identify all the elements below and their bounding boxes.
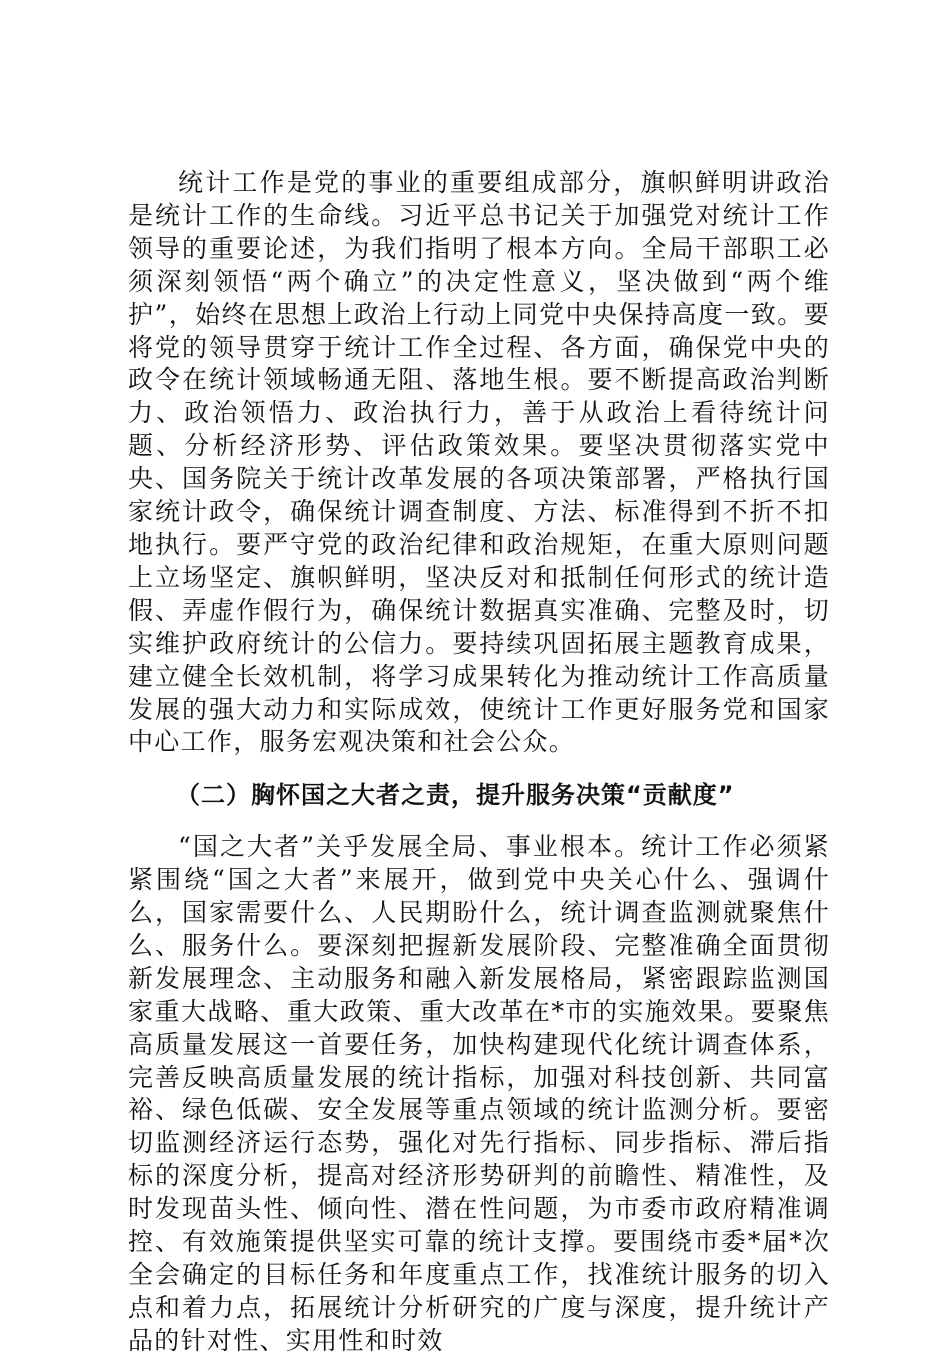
document-body (128, 167, 830, 1358)
body-paragraph-1: 统计工作是党的事业的重要组成部分，旗帜鲜明讲政治是统计工作的生命线。习近平总书记关于加强党对统计工作领导的重要论述，为我们指明了根本方向。全局干部职工必须深刻领悟“两个确立”的决定性意义，坚决做到“两个维护”，始终在思想上政治上行动上同党中央保持高度一致。要将党的领导贯穿于统计工作全过程、各方面，确保党中央的政令在统计领域畅通无阻、落地生根。要不断提高政治判断力、政治领悟力、政治执行力，善于从政治上看待统计问题、分析经济形势、评估政策效果。要坚决贯彻落实党中央、国务院关于统计改革发展的各项决策部署，严格执行国家统计政令，确保统计调查制度、方法、标准得到不折不扣地执行。要严守党的政治纪律和政治规矩，在重大原则问题上立场坚定、旗帜鲜明，坚决反对和抵制任何形式的统计造假、弄虚作假行为，确保统计数据真实准确、完整及时，切实维护政府统计的公信力。要持续巩固拓展主题教育成果，建立健全长效机制，将学习成果转化为推动统计工作高质量发展的强大动力和实际成效，使统计工作更好服务党和国家中心工作，服务宏观决策和社会公众。 (128, 168, 830, 757)
section-heading-2: （二）胸怀国之大者之责，提升服务决策“贡献度” (176, 781, 735, 810)
body-paragraph-2: “国之大者”关乎发展全局、事业根本。统计工作必须紧紧围绕“国之大者”来展开，做到党中央关心什么、强调什么，国家需要什么、人民期盼什么，统计调查监测就聚焦什么、服务什么。要深刻把握新发展阶段、完整准确全面贯彻新发展理念、主动服务和融入新发展格局，紧密跟踪监测国家重大战略、重大政策、重大改革在*市的实施效果。要聚焦高质量发展这一首要任务，加快构建现代化统计调查体系，完善反映高质量发展的统计指标，加强对科技创新、共同富裕、绿色低碳、安全发展等重点领域的统计监测分析。要密切监测经济运行态势，强化对先行指标、同步指标、滞后指标的深度分析，提高对经济形势研判的前瞻性、精准性，及时发现苗头性、倾向性、潜在性问题，为市委市政府精准调控、有效施策提供坚实可靠的统计支撑。要围绕市委*届*次全会确定的目标任务和年度重点工作，找准统计服务的切入点和着力点，拓展统计分析研究的广度与深度，提升统计产品的针对性、实用性和时效 (128, 832, 830, 1355)
